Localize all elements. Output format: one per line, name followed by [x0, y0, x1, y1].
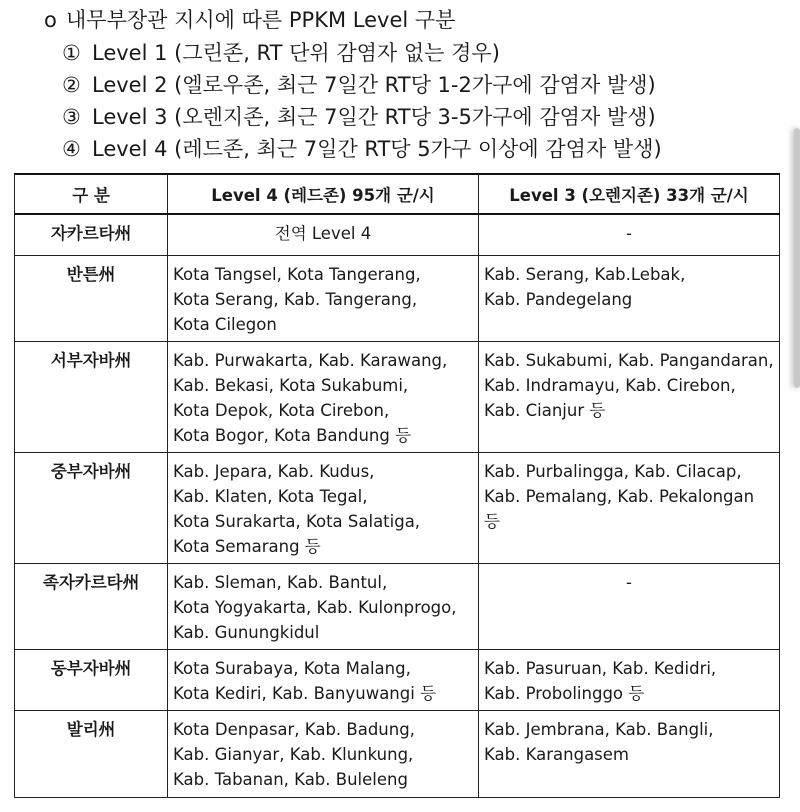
table-row [15, 711, 780, 798]
cell-line: Kota Semarang 등 [173, 537, 321, 556]
level3-cell [479, 564, 780, 650]
level4-cell [168, 453, 479, 564]
cell-line: Kota Yogyakarta, Kab. Kulonprogo, [173, 598, 457, 617]
cell-line: Kab. Cianjur 등 [484, 401, 606, 420]
intro-section [44, 4, 764, 165]
level-2-item [44, 69, 764, 101]
cell-line: Kab. Pemalang, Kab. Pekalongan [484, 487, 755, 506]
level-2-marker: ② [62, 73, 81, 97]
cell-line: Kab. Pandegelang [484, 290, 633, 309]
cell-line: Kota Surakarta, Kota Salatiga, [173, 512, 421, 531]
scrollbar-thumb[interactable] [794, 128, 800, 388]
level4-cell [168, 342, 479, 453]
cell-line: Kab. Bekasi, Kota Sukabumi, [173, 376, 409, 395]
header-level4: Level 4 (레드존) 95개 군/시 [168, 174, 479, 214]
cell-line: Kab. Pasuruan, Kab. Kedidri, [484, 659, 717, 678]
table-row [15, 564, 780, 650]
header-level3: Level 3 (오렌지존) 33개 군/시 [479, 174, 780, 214]
intro-heading: 내무부장관 지시에 따른 PPKM Level 구분 [66, 8, 456, 32]
cell-line: 등 [484, 512, 500, 531]
level3-cell [479, 342, 780, 453]
level4-cell [168, 564, 479, 650]
cell-line: Kab. Jepara, Kab. Kudus, [173, 462, 375, 481]
level-2-text: Level 2 (엘로우존, 최근 7일간 RT당 1-2가구에 감염자 발생) [92, 73, 656, 97]
cell-line: Kota Kediri, Kab. Banyuwangi 등 [173, 684, 437, 703]
table-row [15, 650, 780, 711]
level3-cell [479, 256, 780, 342]
region-name: 서부자바州 [15, 342, 168, 453]
region-name: 동부자바州 [15, 650, 168, 711]
level-1-item [44, 37, 764, 69]
level4-cell [168, 650, 479, 711]
ppkm-region-table [14, 173, 780, 798]
header-category: 구 분 [15, 174, 168, 214]
cell-line: Kab. Karangasem [484, 745, 630, 764]
cell-line: Kota Serang, Kab. Tangerang, [173, 290, 418, 309]
region-name: 중부자바州 [15, 453, 168, 564]
level-4-item [44, 133, 764, 165]
cell-line: Kota Cilegon [173, 315, 277, 334]
level4-cell [168, 214, 479, 256]
level-3-text: Level 3 (오렌지존, 최근 7일간 RT당 3-5가구에 감염자 발생) [92, 105, 656, 129]
level-4-marker: ④ [62, 137, 81, 161]
table-row [15, 342, 780, 453]
region-name: 자카르타州 [15, 214, 168, 256]
cell-line: Kab. Purwakarta, Kab. Karawang, [173, 351, 448, 370]
cell-line: Kab. Sleman, Kab. Bantul, [173, 573, 388, 592]
level4-cell [168, 711, 479, 798]
cell-line: 전역 Level 4 [274, 224, 372, 243]
cell-line: Kab. Serang, Kab.Lebak, [484, 265, 686, 284]
level-1-marker: ① [62, 41, 81, 65]
cell-line: - [626, 573, 632, 592]
bullet-marker: o [44, 8, 57, 32]
cell-line: Kota Denpasar, Kab. Badung, [173, 720, 415, 739]
cell-line: Kab. Indramayu, Kab. Cirebon, [484, 376, 736, 395]
level-1-text: Level 1 (그린존, RT 단위 감염자 없는 경우) [92, 41, 500, 65]
level3-cell [479, 650, 780, 711]
level-3-item [44, 101, 764, 133]
level3-cell [479, 453, 780, 564]
cell-line: Kab. Tabanan, Kab. Buleleng [173, 770, 408, 789]
cell-line: - [626, 224, 632, 243]
level3-cell [479, 711, 780, 798]
cell-line: Kota Tangsel, Kota Tangerang, [173, 265, 421, 284]
region-name: 족자카르타州 [15, 564, 168, 650]
table-row [15, 453, 780, 564]
level3-cell [479, 214, 780, 256]
cell-line: Kab. Sukabumi, Kab. Pangandaran, [484, 351, 774, 370]
table-row [15, 214, 780, 256]
cell-line: Kab. Purbalingga, Kab. Cilacap, [484, 462, 742, 481]
cell-line: Kab. Probolinggo 등 [484, 684, 645, 703]
cell-line: Kab. Jembrana, Kab. Bangli, [484, 720, 714, 739]
table-row [15, 256, 780, 342]
cell-line: Kota Surabaya, Kota Malang, [173, 659, 411, 678]
level4-cell [168, 256, 479, 342]
cell-line: Kota Depok, Kota Cirebon, [173, 401, 390, 420]
cell-line: Kab. Klaten, Kota Tegal, [173, 487, 368, 506]
cell-line: Kab. Gunungkidul [173, 623, 320, 642]
cell-line: Kota Bogor, Kota Bandung 등 [173, 426, 412, 445]
table-header-row [15, 174, 780, 214]
intro-heading-line [44, 4, 764, 37]
region-name: 반튼州 [15, 256, 168, 342]
region-name: 발리州 [15, 711, 168, 798]
level-4-text: Level 4 (레드존, 최근 7일간 RT당 5가구 이상에 감염자 발생) [92, 137, 662, 161]
cell-line: Kab. Gianyar, Kab. Klunkung, [173, 745, 414, 764]
level-3-marker: ③ [62, 105, 81, 129]
